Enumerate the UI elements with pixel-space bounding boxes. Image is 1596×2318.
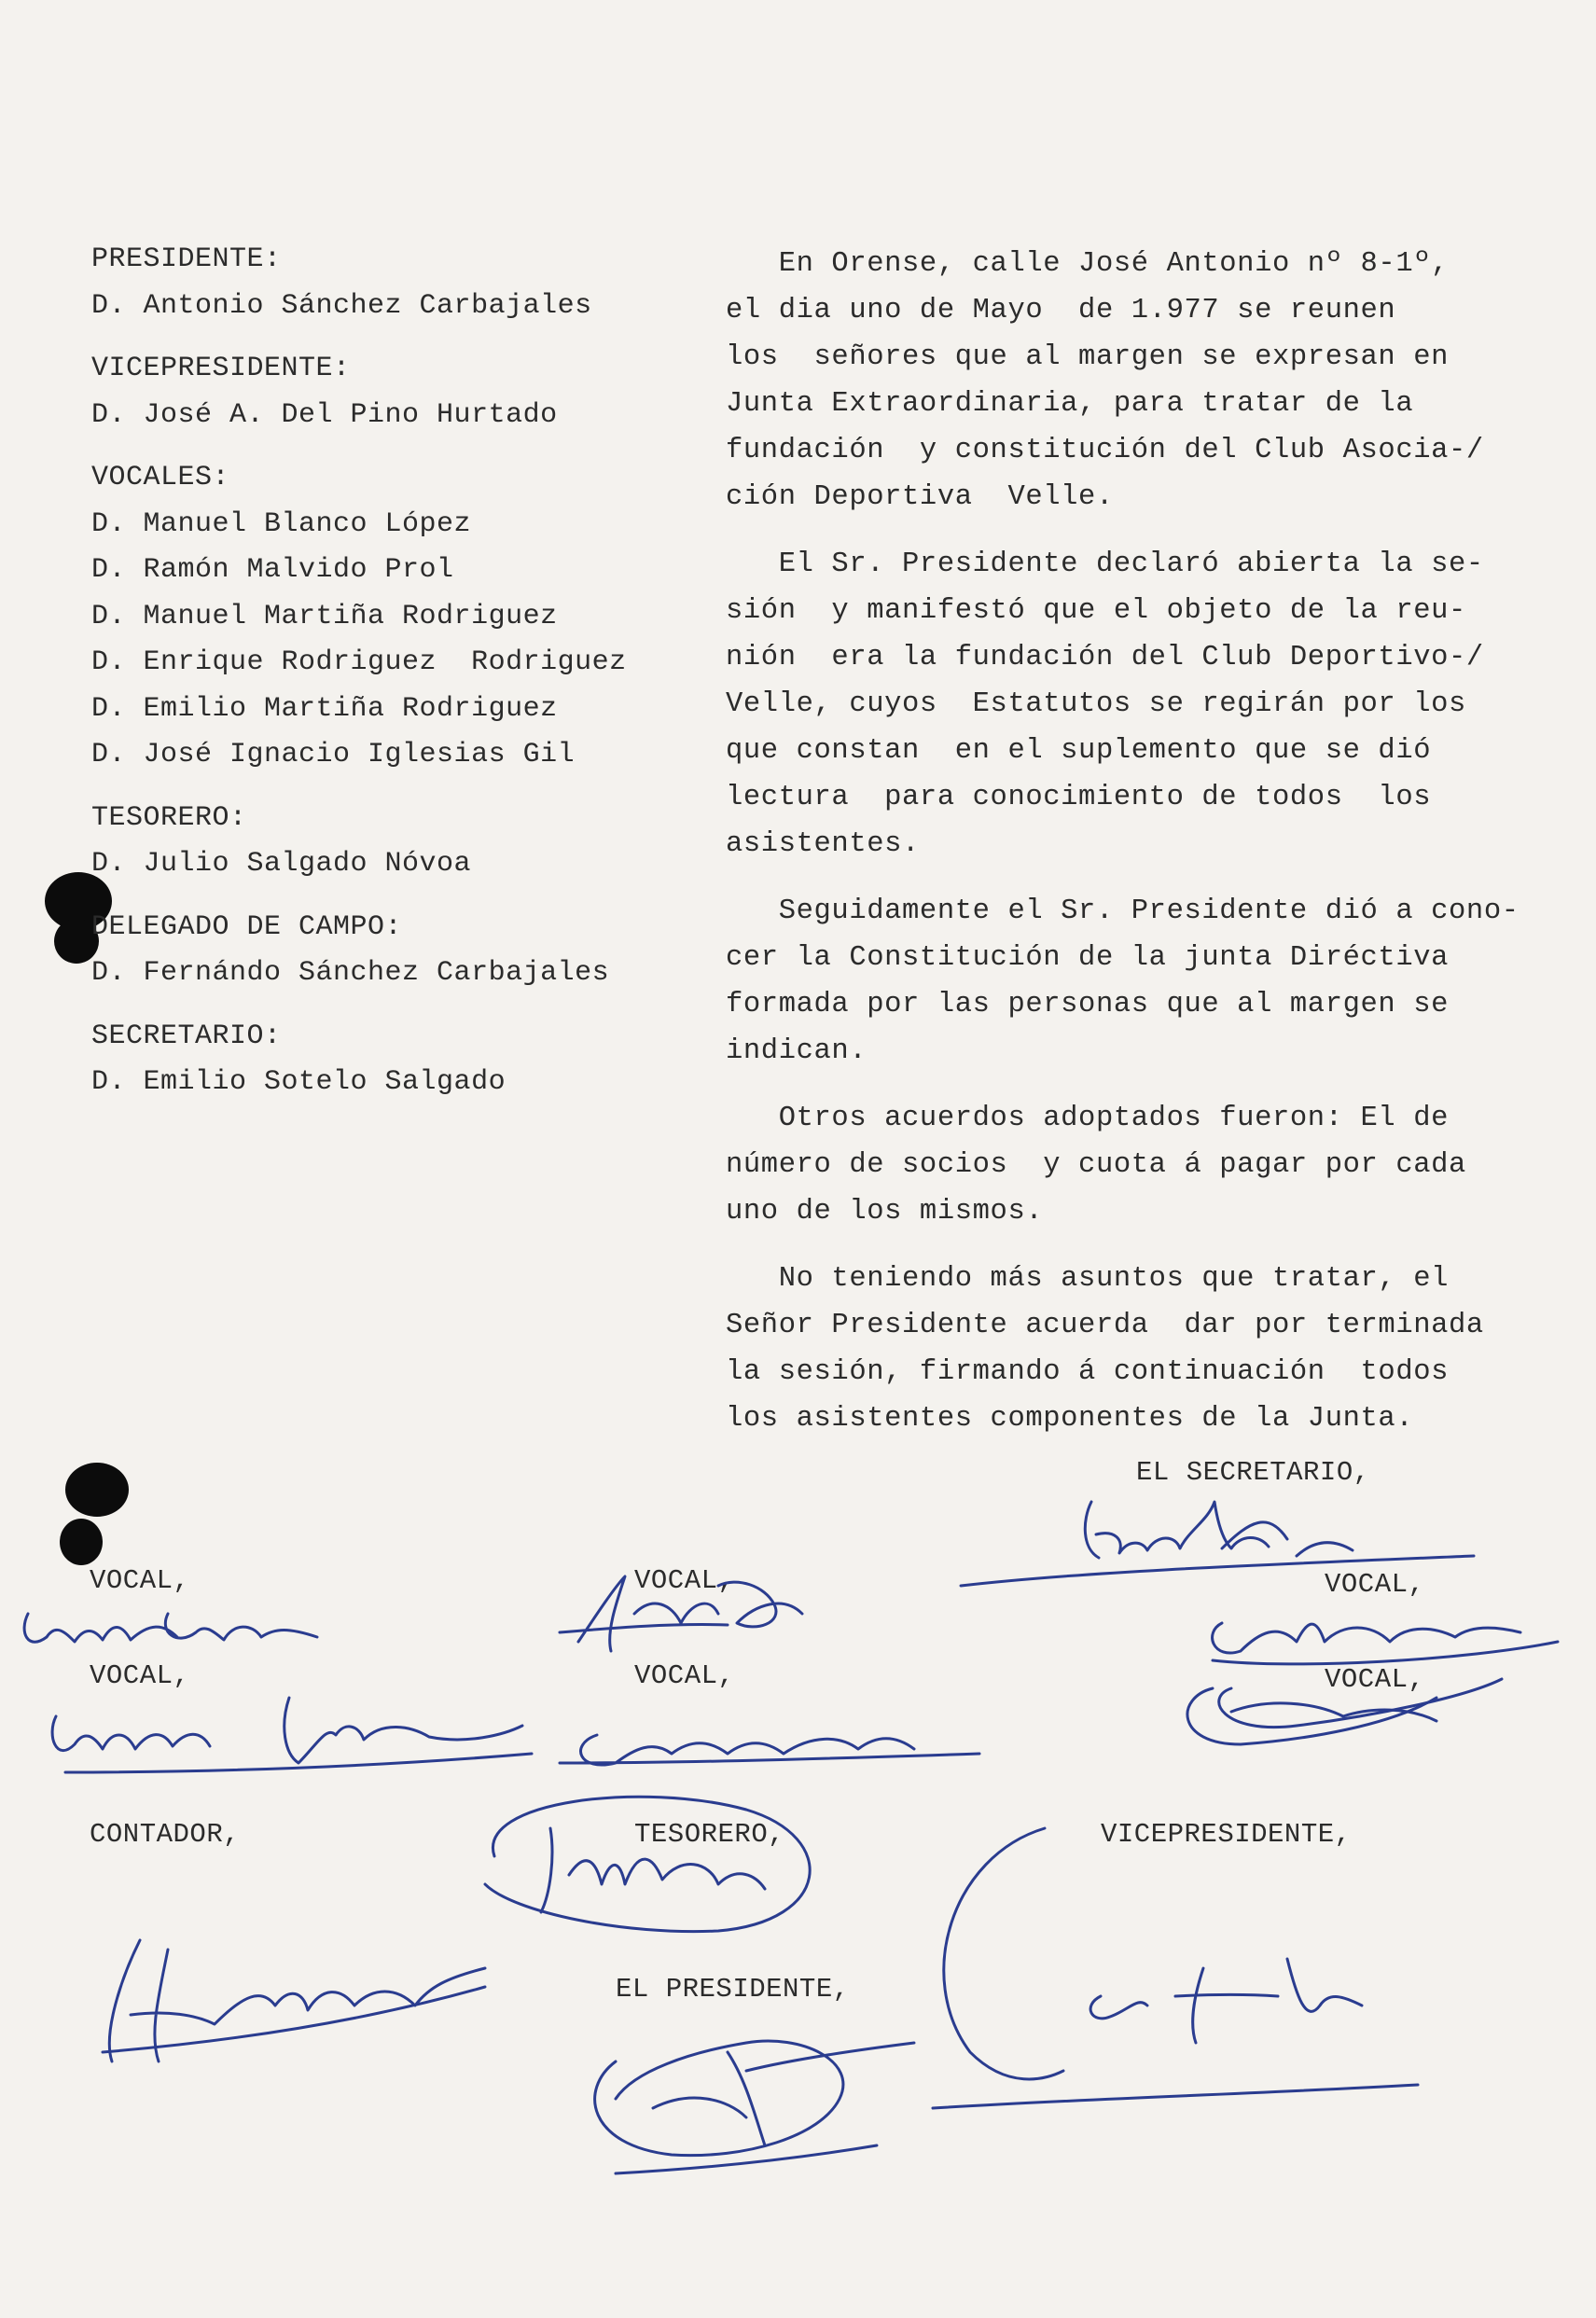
text-line: los asistentes componentes de la Junta. (726, 1403, 1414, 1435)
paragraph-2 (726, 541, 1565, 868)
label-contador: CONTADOR, (90, 1819, 241, 1850)
member-vocal: D. Emilio Martiña Rodriguez (91, 692, 558, 725)
label-vocal-center-1: VOCAL, (634, 1565, 735, 1596)
member-vicepresidente: D. José A. Del Pino Hurtado (91, 398, 558, 431)
member-vocal: D. Manuel Martiña Rodriguez (91, 600, 558, 632)
signature-presidente (560, 1996, 951, 2183)
paragraph-5 (726, 1256, 1565, 1442)
text-line: los señores que al margen se expresan en (726, 341, 1450, 373)
minutes-text (726, 241, 1565, 1463)
text-line: lectura para conocimiento de todos los (726, 782, 1432, 813)
text-line: En Orense, calle José Antonio nº 8-1º, (726, 248, 1450, 280)
role-tesorero: TESORERO: (91, 801, 247, 834)
text-line: nión era la fundación del Club Deportivo-/ (726, 642, 1484, 673)
label-vocal-right-2: VOCAL, (1325, 1664, 1425, 1695)
signature-vocal-right-2 (1157, 1660, 1511, 1772)
text-line: fundación y constitución del Club Asocia-/ (726, 435, 1484, 466)
paragraph-3 (726, 888, 1565, 1075)
text-line: Señor Presidente acuerda dar por terminada (726, 1310, 1484, 1341)
text-line: Seguidamente el Sr. Presidente dió a cono- (726, 895, 1520, 927)
punch-hole-bottom-1 (65, 1463, 129, 1517)
label-presidente: EL PRESIDENTE, (616, 1974, 850, 2005)
member-vocal: D. Enrique Rodriguez Rodriguez (91, 646, 627, 678)
label-vicepresidente: VICEPRESIDENTE, (1101, 1819, 1352, 1850)
text-line: sión y manifestó que el objeto de la reu- (726, 595, 1466, 627)
label-secretario: EL SECRETARIO, (1136, 1457, 1370, 1488)
label-vocal-right-1: VOCAL, (1325, 1569, 1425, 1600)
role-presidente: PRESIDENTE: (91, 243, 282, 275)
text-line: El Sr. Presidente declaró abierta la se- (726, 548, 1484, 580)
label-tesorero: TESORERO, (634, 1819, 785, 1850)
signature-vicepresidente (895, 1772, 1436, 2127)
text-line: Velle, cuyos Estatutos se regirán por los (726, 688, 1466, 720)
text-line: cer la Constitución de la junta Diréctiva (726, 942, 1450, 974)
label-vocal-center-2: VOCAL, (634, 1660, 735, 1691)
label-vocal-left-2: VOCAL, (90, 1660, 190, 1691)
text-line: uno de los mismos. (726, 1196, 1044, 1228)
text-line: el dia uno de Mayo de 1.977 se reunen (726, 295, 1396, 326)
text-line: Junta Extraordinaria, para tratar de la (726, 388, 1414, 420)
member-delegado: D. Fernándo Sánchez Carbajales (91, 957, 610, 989)
role-vicepresidente: VICEPRESIDENTE: (91, 353, 351, 384)
member-presidente: D. Antonio Sánchez Carbajales (91, 289, 592, 322)
role-secretario: SECRETARIO: (91, 1020, 282, 1052)
label-vocal-left-1: VOCAL, (90, 1565, 190, 1596)
member-secretario: D. Emilio Sotelo Salgado (91, 1066, 507, 1098)
text-line: ción Deportiva Velle. (726, 481, 1114, 513)
board-members-column (91, 237, 688, 1106)
text-line: indican. (726, 1035, 867, 1067)
signature-vocal-malvido (37, 1679, 541, 1782)
text-line: asistentes. (726, 828, 920, 860)
signature-vocal-emilio-martina (541, 1698, 989, 1782)
member-vocal: D. Ramón Malvido Prol (91, 554, 454, 586)
signature-vocal-martina (522, 1558, 858, 1670)
punch-hole-bottom-2 (60, 1519, 103, 1565)
member-tesorero: D. Julio Salgado Nóvoa (91, 848, 472, 880)
member-vocal: D. Manuel Blanco López (91, 507, 472, 540)
role-vocales: VOCALES: (91, 462, 230, 493)
text-line: número de socios y cuota á pagar por cada (726, 1149, 1466, 1181)
text-line: No teniendo más asuntos que tratar, el (726, 1263, 1450, 1295)
signature-vocal-enrique (9, 1586, 345, 1660)
text-line: Otros acuerdos adoptados fueron: El de (726, 1103, 1450, 1134)
paragraph-1 (726, 241, 1565, 521)
text-line: la sesión, firmando á continuación todos (726, 1356, 1450, 1388)
text-line: formada por las personas que al margen se (726, 989, 1450, 1020)
text-line: que constan en el suplemento que se dió (726, 735, 1432, 767)
role-delegado: DELEGADO DE CAMPO: (91, 910, 403, 943)
signature-contador (75, 1922, 504, 2080)
member-vocal: D. José Ignacio Iglesias Gil (91, 739, 576, 770)
paragraph-4 (726, 1095, 1565, 1235)
